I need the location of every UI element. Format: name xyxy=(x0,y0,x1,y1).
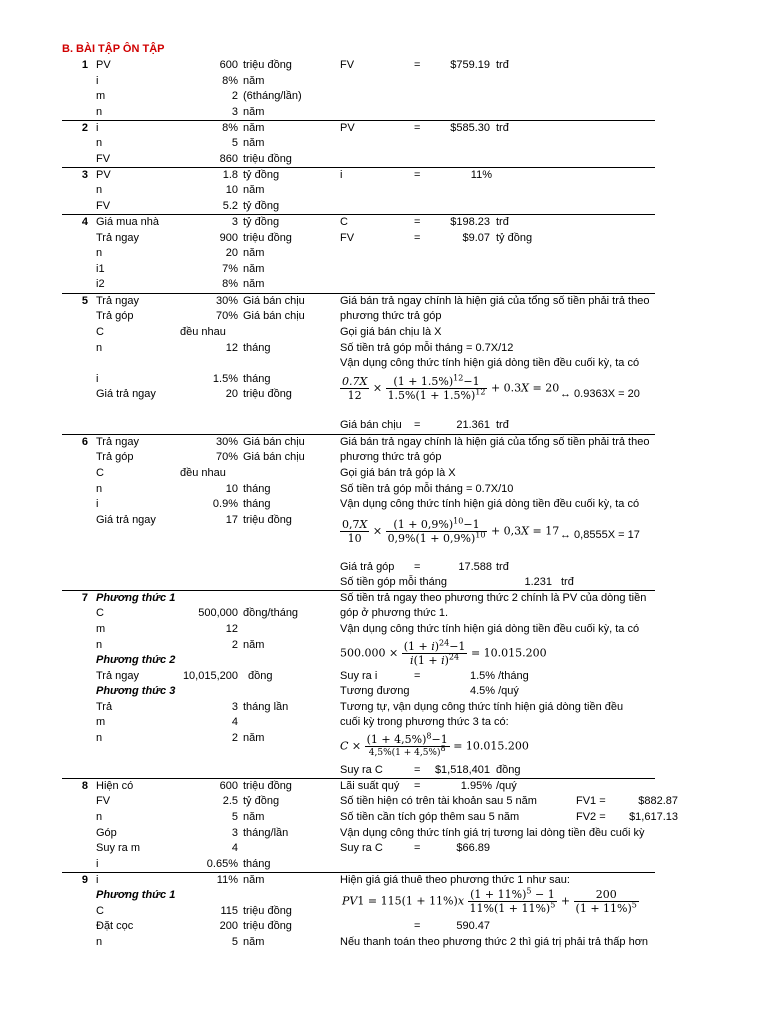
divider xyxy=(62,872,655,873)
unit: triệu đồng xyxy=(243,388,292,400)
value: 2 xyxy=(231,639,238,651)
method-heading: Phương thức 1 xyxy=(96,889,176,901)
value: 3 xyxy=(231,701,238,713)
unit: năm xyxy=(243,278,265,290)
label: n xyxy=(96,137,103,149)
problem-number: 3 xyxy=(81,169,88,181)
unit: năm xyxy=(243,874,265,886)
problem-number: 8 xyxy=(81,780,88,792)
divider xyxy=(62,167,655,168)
result-key: C xyxy=(340,216,348,228)
result-unit: trđ xyxy=(496,419,509,431)
problem-number: 4 xyxy=(81,216,88,228)
result-eq: = xyxy=(414,419,421,431)
label: i xyxy=(96,874,99,886)
formula: $\frac{0,7X}{10}$ × $\frac{(1 + 0,9\%)^{10}-1}{0,9\%(1 + 0,9\%)^{10}}$ + 0,3X = 17 xyxy=(342,516,560,545)
value: 5 xyxy=(231,137,238,149)
explanation-line: Số tiền cần tích góp thêm sau 5 năm xyxy=(340,811,520,823)
unit: triệu đồng xyxy=(243,905,292,917)
value: 8% xyxy=(222,278,238,290)
unit: tháng xyxy=(243,498,271,510)
label: m xyxy=(96,716,106,728)
result-value: $9.07 xyxy=(462,232,490,244)
formula: $\frac{0.7X}{12}$ × $\frac{(1 + 1.5\%)^{12}-1}{1.5\%(1 + 1.5\%)^{12}}$ + 0.3X = 20 xyxy=(342,373,560,402)
label: C xyxy=(96,607,104,619)
value: 70% xyxy=(215,451,238,463)
result-value: 4.5% /quý xyxy=(470,685,519,697)
value: 5.2 xyxy=(222,200,238,212)
explanation-line: cuối kỳ trong phương thức 3 ta có: xyxy=(340,716,509,728)
result-eq: = xyxy=(414,232,421,244)
result-eq: = xyxy=(414,842,421,854)
label: Giá trả ngay xyxy=(96,514,156,526)
label: n xyxy=(96,811,103,823)
label: n xyxy=(96,342,103,354)
result-eq: = xyxy=(414,764,421,776)
unit: tỷ đồng xyxy=(243,795,280,807)
value: đều nhau xyxy=(180,326,226,338)
divider xyxy=(62,120,655,121)
result-unit: /quý xyxy=(496,780,517,792)
result-eq: = xyxy=(414,169,421,181)
formula: PV1 = 115(1 + 11%)x $\frac{(1 + 11\%)^5 - 1}{11\%(1 + 11\%)^5}$ + $\frac{200}{(1 + 11\%)^5}$ xyxy=(342,886,637,915)
value: 1.5% xyxy=(212,373,238,385)
unit: năm xyxy=(243,811,265,823)
result-value: $1,617.13 xyxy=(629,811,678,823)
value: 115 xyxy=(220,905,238,917)
result-unit: trđ xyxy=(496,59,509,71)
value: 3 xyxy=(231,216,238,228)
result-value: 11% xyxy=(470,169,492,181)
result-eq: = xyxy=(414,122,421,134)
value: 10 xyxy=(225,483,238,495)
unit: đồng/tháng xyxy=(243,607,299,619)
explanation-line: Số tiền trả ngay theo phương thức 2 chính là PV của dòng tiền xyxy=(340,592,647,604)
unit: triệu đồng xyxy=(243,920,292,932)
label: Trả xyxy=(96,701,113,713)
result-label: Lãi suất quý xyxy=(340,780,400,792)
unit: năm xyxy=(243,137,265,149)
result-key: PV xyxy=(340,122,355,134)
explanation-line: Gọi giá bán chịu là X xyxy=(340,326,442,338)
unit: tỷ đồng xyxy=(243,216,280,228)
result-eq: = xyxy=(414,59,421,71)
explanation-line: Gọi giá bán trả góp là X xyxy=(340,467,456,479)
result-label: Giá trả góp xyxy=(340,561,395,573)
explanation-line: Giá bán trả ngay chính là hiện giá của tổng số tiền phải trả theo xyxy=(340,436,650,448)
result-label: Tương đương xyxy=(340,685,410,697)
value: 4 xyxy=(231,842,238,854)
unit: Giá bán chịu xyxy=(243,310,305,322)
problem-number: 6 xyxy=(81,436,88,448)
result-key: FV1 = xyxy=(576,795,606,807)
explanation-line: phương thức trả góp xyxy=(340,310,442,322)
problem-number: 2 xyxy=(81,122,88,134)
label: Trả ngay xyxy=(96,436,140,448)
problem-number: 7 xyxy=(81,592,88,604)
explanation-line: Nếu thanh toán theo phương thức 2 thì giá trị phải trả thấp hơn xyxy=(340,936,649,948)
unit: tháng/lần xyxy=(243,827,289,839)
unit: năm xyxy=(243,184,265,196)
value: 5 xyxy=(231,811,238,823)
result-value: $882.87 xyxy=(638,795,678,807)
label: i1 xyxy=(96,263,105,275)
value: 5 xyxy=(231,936,238,948)
label: Giá mua nhà xyxy=(96,216,159,228)
label: Trả góp xyxy=(96,310,134,322)
value: 17 xyxy=(225,514,238,526)
value: 10,015,200 xyxy=(182,670,238,682)
label: PV xyxy=(96,59,111,71)
result-value: 17.588 xyxy=(458,561,492,573)
result-key: i xyxy=(340,169,343,181)
problem-number: 9 xyxy=(81,874,88,886)
method-heading: Phương thức 3 xyxy=(96,685,176,697)
unit: năm xyxy=(243,639,265,651)
unit: (6tháng/lần) xyxy=(243,90,302,102)
label: PV xyxy=(96,169,111,181)
value: 2.5 xyxy=(222,795,238,807)
unit: đồng xyxy=(248,670,273,682)
label: Góp xyxy=(96,827,117,839)
label: Trả ngay xyxy=(96,232,140,244)
label: Hiện có xyxy=(96,780,134,792)
value: 8% xyxy=(222,122,238,134)
result-eq: = xyxy=(414,780,421,792)
label: n xyxy=(96,483,103,495)
value: 12 xyxy=(225,623,238,635)
label: Suy ra m xyxy=(96,842,141,854)
result-eq: = xyxy=(414,216,421,228)
unit: Giá bán chịu xyxy=(243,451,305,463)
result-key: FV xyxy=(340,232,355,244)
value: 0.65% xyxy=(206,858,238,870)
result-value: 1.95% xyxy=(460,780,492,792)
problem-number: 1 xyxy=(81,59,88,71)
value: đều nhau xyxy=(180,467,226,479)
value: 4 xyxy=(231,716,238,728)
explanation-line: Số tiền trả góp mỗi tháng = 0.7X/12 xyxy=(340,342,514,354)
result-value: 21.361 xyxy=(456,419,490,431)
label: Giá trả ngay xyxy=(96,388,156,400)
label: i xyxy=(96,498,99,510)
explanation-line: Vận dụng công thức tính hiện giá dòng tiền đều cuối kỳ, ta có xyxy=(340,623,640,635)
value: 7% xyxy=(222,263,238,275)
unit: Giá bán chịu xyxy=(243,436,305,448)
value: 8% xyxy=(222,75,238,87)
formula: C × $\frac{(1 + 4,5\%)^8-1}{4,5\%(1 + 4,5\%)^8}$ = 10.015.200 xyxy=(340,731,529,758)
result-unit: trđ xyxy=(496,122,509,134)
result-eq: = xyxy=(414,561,421,573)
explanation-line: Vận dụng công thức tính hiện giá dòng tiền đều cuối kỳ, ta có xyxy=(340,357,640,369)
explanation-line: Số tiền hiện có trên tài khoản sau 5 năm xyxy=(340,795,537,807)
value: 900 xyxy=(219,232,238,244)
unit: năm xyxy=(243,75,265,87)
divider xyxy=(62,778,655,779)
explanation-line: Vận dụng công thức tính giá trị tương lai dòng tiền đều cuối kỳ xyxy=(340,827,645,839)
label: i2 xyxy=(96,278,105,290)
equation-result: ↔ 0.9363X = 20 xyxy=(560,388,640,400)
result-value: $198.23 xyxy=(450,216,490,228)
explanation-line: Giá bán trả ngay chính là hiện giá của tổng số tiền phải trả theo xyxy=(340,295,650,307)
explanation-line: góp ở phương thức 1. xyxy=(340,607,449,619)
value: 860 xyxy=(219,153,238,165)
label: FV xyxy=(96,153,111,165)
value: 3 xyxy=(231,827,238,839)
result-unit: trđ xyxy=(496,216,509,228)
result-label: Số tiền góp mỗi tháng xyxy=(340,576,448,588)
unit: triệu đồng xyxy=(243,59,292,71)
result-label: Suy ra C xyxy=(340,842,383,854)
label: i xyxy=(96,122,99,134)
result-label: Giá bán chịu xyxy=(340,419,402,431)
explanation-line: phương thức trả góp xyxy=(340,451,442,463)
divider xyxy=(62,590,655,591)
label: Trả ngay xyxy=(96,670,140,682)
unit: tháng xyxy=(243,342,271,354)
result-label: Suy ra i xyxy=(340,670,378,682)
value: 20 xyxy=(225,247,238,259)
result-value: 590.47 xyxy=(456,920,490,932)
value: 11% xyxy=(216,874,238,886)
unit: năm xyxy=(243,936,265,948)
value: 600 xyxy=(219,59,238,71)
explanation-line: Tương tự, vận dụng công thức tính hiện giá dòng tiền đều xyxy=(340,701,624,713)
label: m xyxy=(96,623,106,635)
unit: tỷ đồng xyxy=(243,200,280,212)
value: 2 xyxy=(231,732,238,744)
value: 30% xyxy=(215,295,238,307)
value: 10 xyxy=(225,184,238,196)
unit: triệu đồng xyxy=(243,232,292,244)
divider xyxy=(62,434,655,435)
label: n xyxy=(96,247,103,259)
value: 600 xyxy=(219,780,238,792)
label: n xyxy=(96,106,103,118)
unit: triệu đồng xyxy=(243,153,292,165)
result-value: 1.231 xyxy=(524,576,552,588)
label: n xyxy=(96,936,103,948)
label: m xyxy=(96,90,106,102)
result-eq: = xyxy=(414,670,421,682)
formula: 500.000 × $\frac{(1 + i)^{24}-1}{i(1 + i)^{24}}$ = 10.015.200 xyxy=(340,638,547,667)
value: 500,000 xyxy=(198,607,238,619)
value: 1.8 xyxy=(222,169,238,181)
result-unit: đồng xyxy=(496,764,521,776)
label: i xyxy=(96,373,99,385)
divider xyxy=(62,214,655,215)
result-key: FV xyxy=(340,59,355,71)
unit: tháng xyxy=(243,483,271,495)
label: C xyxy=(96,467,104,479)
unit: tỷ đồng xyxy=(243,169,280,181)
label: Trả ngay xyxy=(96,295,140,307)
result-key: FV2 = xyxy=(576,811,606,823)
section-title: B. BÀI TẬP ÔN TẬP xyxy=(62,43,165,55)
label: n xyxy=(96,639,103,651)
result-unit: trđ xyxy=(496,561,509,573)
unit: Giá bán chịu xyxy=(243,295,305,307)
label: FV xyxy=(96,200,111,212)
divider xyxy=(62,293,655,294)
result-unit: trđ xyxy=(561,576,574,588)
method-heading: Phương thức 2 xyxy=(96,654,176,666)
value: 70% xyxy=(215,310,238,322)
method-heading: Phương thức 1 xyxy=(96,592,176,604)
result-unit: tỷ đồng xyxy=(496,232,533,244)
value: 2 xyxy=(231,90,238,102)
value: 200 xyxy=(219,920,238,932)
explanation-line: Hiện giá giá thuê theo phương thức 1 như sau: xyxy=(340,874,570,886)
value: 0.9% xyxy=(212,498,238,510)
result-value: $585.30 xyxy=(450,122,490,134)
unit: năm xyxy=(243,106,265,118)
label: Đặt cọc xyxy=(96,920,134,932)
explanation-line: Vận dụng công thức tính hiện giá dòng tiền đều cuối kỳ, ta có xyxy=(340,498,640,510)
unit: triệu đồng xyxy=(243,780,292,792)
result-value: $1,518,401 xyxy=(434,764,490,776)
value: 20 xyxy=(225,388,238,400)
unit: năm xyxy=(243,732,265,744)
label: C xyxy=(96,326,104,338)
value: 3 xyxy=(231,106,238,118)
value: 30% xyxy=(215,436,238,448)
result-label: Suy ra C xyxy=(340,764,383,776)
unit: triệu đồng xyxy=(243,514,292,526)
unit: năm xyxy=(243,263,265,275)
unit: năm xyxy=(243,247,265,259)
result-value: $66.89 xyxy=(456,842,490,854)
label: n xyxy=(96,732,103,744)
unit: tháng lần xyxy=(243,701,289,713)
label: n xyxy=(96,184,103,196)
label: C xyxy=(96,905,104,917)
label: i xyxy=(96,858,99,870)
explanation-line: Số tiền trả góp mỗi tháng = 0.7X/10 xyxy=(340,483,514,495)
label: FV xyxy=(96,795,111,807)
problem-number: 5 xyxy=(81,295,88,307)
unit: năm xyxy=(243,122,265,134)
result-value: 1.5% /tháng xyxy=(470,670,529,682)
unit: tháng xyxy=(243,373,271,385)
equation-result: ↔ 0,8555X = 17 xyxy=(560,529,640,541)
result-value: $759.19 xyxy=(450,59,490,71)
result-eq: = xyxy=(414,920,421,932)
value: 12 xyxy=(225,342,238,354)
label: i xyxy=(96,75,99,87)
label: Trả góp xyxy=(96,451,134,463)
unit: tháng xyxy=(243,858,271,870)
